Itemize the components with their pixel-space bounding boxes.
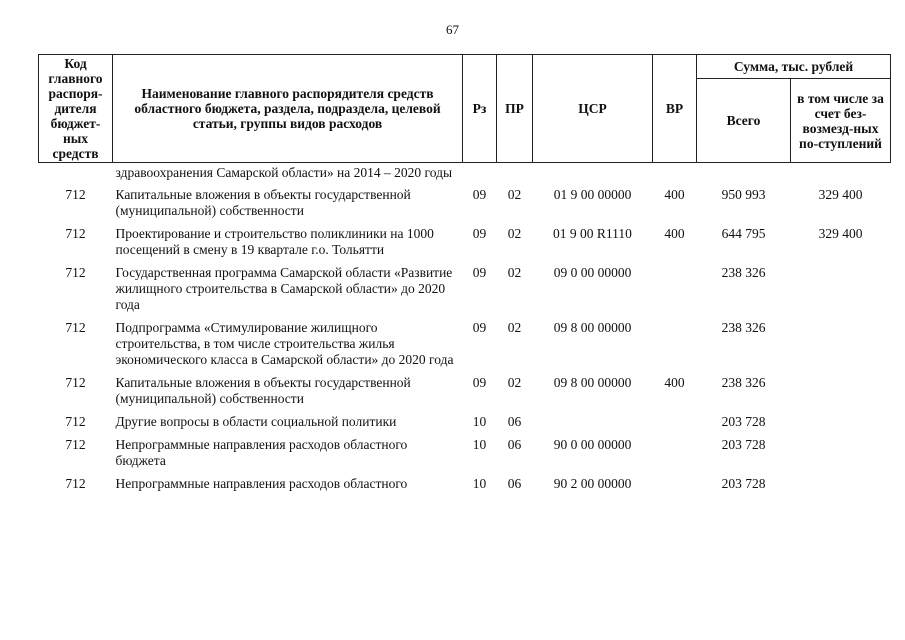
table-row [39,435,891,474]
cell-csr: 90 2 00 00000 [553,476,632,491]
table-row [39,474,891,497]
cell-csr: 09 8 00 00000 [553,320,632,335]
cell-name: Другие вопросы в области социальной политики [115,414,397,429]
page-number: 67 [446,22,459,37]
cell-name: Капитальные вложения в объекты государственной (муниципальной) собственности [115,375,411,406]
cell-pr: 02 [507,226,522,241]
cell-vr: 400 [664,226,685,241]
table-row [39,185,891,224]
cell-free [791,474,891,497]
cell-code: 712 [65,375,86,390]
header-total: Всего [697,79,791,163]
header-rz: Рз [463,55,497,163]
cell-total: 203 728 [721,414,766,429]
cell-free [791,263,891,318]
cell-total [697,163,791,186]
cell-name: Непрограммные направления расходов областного [115,476,408,491]
cell-vr [653,412,697,435]
cell-code: 712 [65,187,86,202]
cell-code [39,163,113,186]
cell-rz: 09 [472,265,487,280]
cell-pr: 06 [507,476,522,491]
header-free: в том числе за счет без-возмезд-ных по-ступлений [791,79,891,163]
cell-pr: 02 [507,320,522,335]
cell-rz: 10 [472,437,487,452]
header-csr: ЦСР [533,55,653,163]
cell-free [791,435,891,474]
cell-total: 203 728 [721,476,766,491]
cell-free [791,373,891,412]
header-name: Наименование главного распорядителя средств областного бюджета, раздела, подраздела, целевой статьи, группы видов расходов [113,55,463,163]
cell-code: 712 [65,320,86,335]
table-body [39,163,891,498]
table-row [39,263,891,318]
cell-vr [653,435,697,474]
header-vr: ВР [653,55,697,163]
cell-rz: 10 [472,414,487,429]
cell-free [791,318,891,373]
cell-name: здравоохранения Самарской области» на 2014 – 2020 годы [115,165,453,180]
cell-csr: 90 0 00 00000 [553,437,632,452]
table-row [39,318,891,373]
cell-vr [653,474,697,497]
cell-total: 238 326 [721,375,766,390]
cell-code: 712 [65,265,86,280]
budget-table [38,54,891,497]
cell-name: Проектирование и строительство поликлиники на 1000 посещений в смену в 19 квартале г.о. Тольятти [115,226,434,257]
cell-name: Государственная программа Самарской области «Развитие жилищного строительства в Самарской области» до 2020 года [115,265,453,312]
table-row [39,163,891,186]
cell-pr: 02 [507,375,522,390]
cell-csr: 01 9 00 R1110 [553,226,632,241]
cell-vr [653,318,697,373]
cell-pr: 02 [507,265,522,280]
header-code: Код главного распоря-дителя бюджет-ных средств [39,55,113,163]
cell-code: 712 [65,437,86,452]
cell-name: Непрограммные направления расходов областного бюджета [115,437,408,468]
header-sum: Сумма, тыс. рублей [697,55,891,79]
cell-rz: 09 [472,375,487,390]
cell-pr: 06 [507,414,522,429]
cell-free: 329 400 [818,226,863,241]
cell-code: 712 [65,476,86,491]
cell-free [791,163,891,186]
cell-rz: 09 [472,226,487,241]
cell-pr: 06 [507,437,522,452]
cell-vr: 400 [664,187,685,202]
cell-total: 644 795 [721,226,766,241]
cell-name: Подпрограмма «Стимулирование жилищного строительства, в том числе строительства жилья экономического класса в Самарской области» до 2020 года [115,320,454,367]
cell-total: 238 326 [721,320,766,335]
table-row [39,412,891,435]
cell-csr: 09 8 00 00000 [553,375,632,390]
cell-csr: 01 9 00 00000 [553,187,632,202]
cell-name: Капитальные вложения в объекты государственной (муниципальной) собственности [115,187,411,218]
table-row [39,373,891,412]
table-header [39,55,891,163]
cell-csr [533,412,653,435]
cell-total: 950 993 [721,187,766,202]
cell-pr: 02 [507,187,522,202]
cell-rz [463,163,497,186]
cell-total: 238 326 [721,265,766,280]
cell-rz: 09 [472,320,487,335]
cell-vr: 400 [664,375,685,390]
cell-pr [497,163,533,186]
cell-free [791,412,891,435]
cell-rz: 10 [472,476,487,491]
cell-code: 712 [65,414,86,429]
header-pr: ПР [497,55,533,163]
cell-vr [653,263,697,318]
cell-rz: 09 [472,187,487,202]
cell-total: 203 728 [721,437,766,452]
cell-vr [653,163,697,186]
cell-free: 329 400 [818,187,863,202]
cell-csr: 09 0 00 00000 [553,265,632,280]
table-row [39,224,891,263]
cell-code: 712 [65,226,86,241]
cell-csr [533,163,653,186]
